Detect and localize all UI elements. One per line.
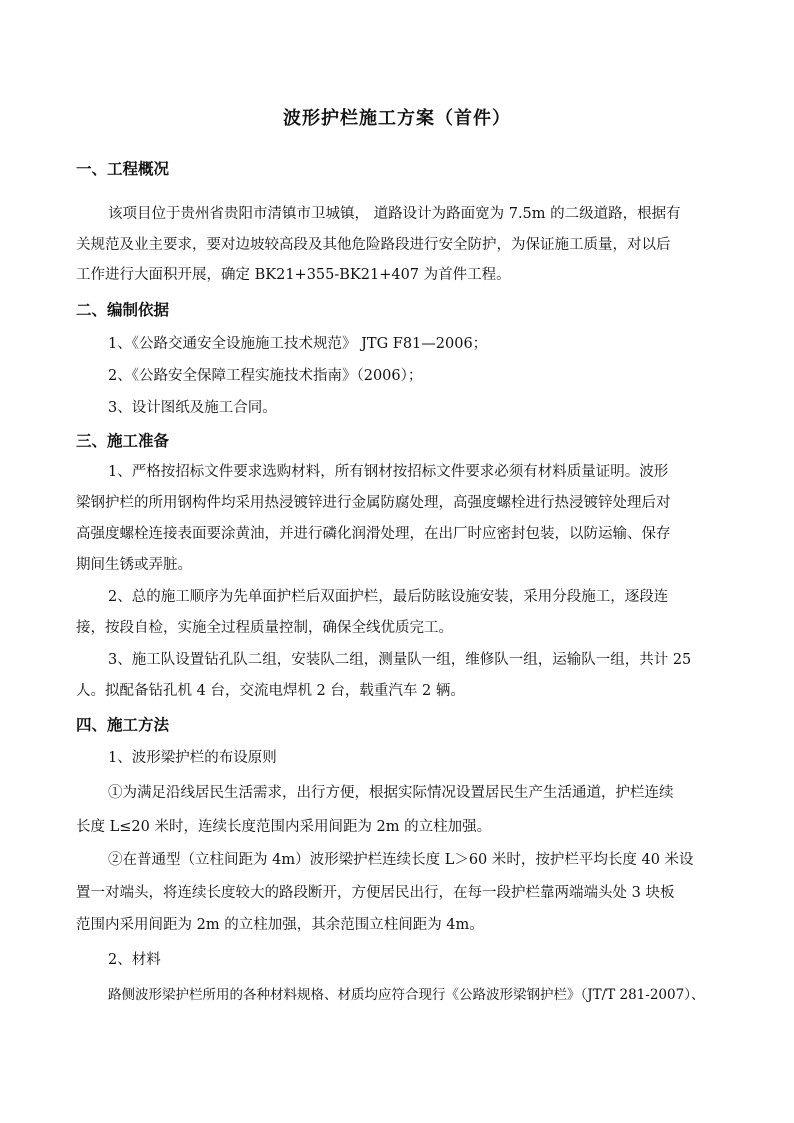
paragraph-line: ②在普通型（立柱间距为 4m）波形梁护栏连续长度 L＞60 米时，按护栏平均长度 40 米设 (108, 852, 694, 868)
section-heading-method: 四、施工方法 (76, 716, 170, 734)
paragraph-line: 2、《公路安全保障工程实施技术指南》（2006）； (108, 368, 423, 384)
paragraph-line: 1、波形梁护栏的布设原则 (108, 750, 277, 766)
paragraph-line: 工作进行大面积开展，确定 BK21+355-BK21+407 为首件工程。 (76, 267, 511, 283)
paragraph-line: 范围内采用间距为 2m 的立柱加强，其余范围立柱间距为 4m。 (76, 917, 484, 933)
section-heading-preparation: 三、施工准备 (76, 432, 170, 450)
paragraph-line: 3、施工队设置钻孔队二组，安装队二组，测量队一组，维修队一组，运输队一组，共计 25 (108, 652, 692, 668)
paragraph-line: 人。拟配备钻孔机 4 台，交流电焊机 2 台，载重汽车 2 辆。 (76, 683, 465, 699)
paragraph-line: 1、《公路交通安全设施施工技术规范》 JTG F81—2006； (108, 336, 488, 352)
section-heading-basis: 二、编制依据 (76, 301, 170, 319)
document-title: 波形护栏施工方案（首件） (283, 108, 511, 129)
paragraph-line: 1、严格按招标文件要求选购材料，所有钢材按招标文件要求必须有材料质量证明。波形 (108, 464, 669, 480)
paragraph-line: 置一对端头，将连续长度较大的路段断开，方便居民出行，在每一段护栏靠两端端头处 3 块板 (76, 885, 675, 901)
paragraph-line: 梁钢护栏的所用钢构件均采用热浸镀锌进行金属防腐处理，高强度螺栓进行热浸镀锌处理后对 (76, 495, 671, 511)
paragraph-line: 关规范及业主要求，要对边坡较高段及其他危险路段进行安全防护，为保证施工质量，对以后 (76, 237, 671, 253)
section-heading-overview: 一、工程概况 (76, 160, 170, 178)
paragraph-line: ①为满足沿线居民生活需求，出行方便，根据实际情况设置居民生产生活通道，护栏连续 (108, 785, 674, 801)
paragraph-line: 期间生锈或弄脏。 (76, 557, 192, 573)
paragraph-line: 路侧波形梁护栏所用的各种材料规格、材质均应符合现行《公路波形梁钢护栏》（JT/T 281-2007）、 (108, 987, 705, 1003)
paragraph-line: 接，按段自检，实施全过程质量控制，确保全线优质完工。 (76, 620, 453, 636)
paragraph-line: 2、材料 (108, 952, 161, 968)
paragraph-line: 3、设计图纸及施工合同。 (108, 400, 277, 416)
paragraph-line: 该项目位于贵州省贵阳市清镇市卫城镇， 道路设计为路面宽为 7.5m 的二级道路，根据有 (108, 206, 681, 222)
paragraph-line: 2、总的施工顺序为先单面护栏后双面护栏，最后防眩设施安装，采用分段施工，逐段连 (108, 589, 669, 605)
paragraph-line: 高强度螺栓连接表面要涂黄油，并进行磷化润滑处理，在出厂时应密封包装，以防运输、保存 (76, 526, 671, 542)
paragraph-line: 长度 L≤20 米时，连续长度范围内采用间距为 2m 的立柱加强。 (76, 819, 492, 835)
